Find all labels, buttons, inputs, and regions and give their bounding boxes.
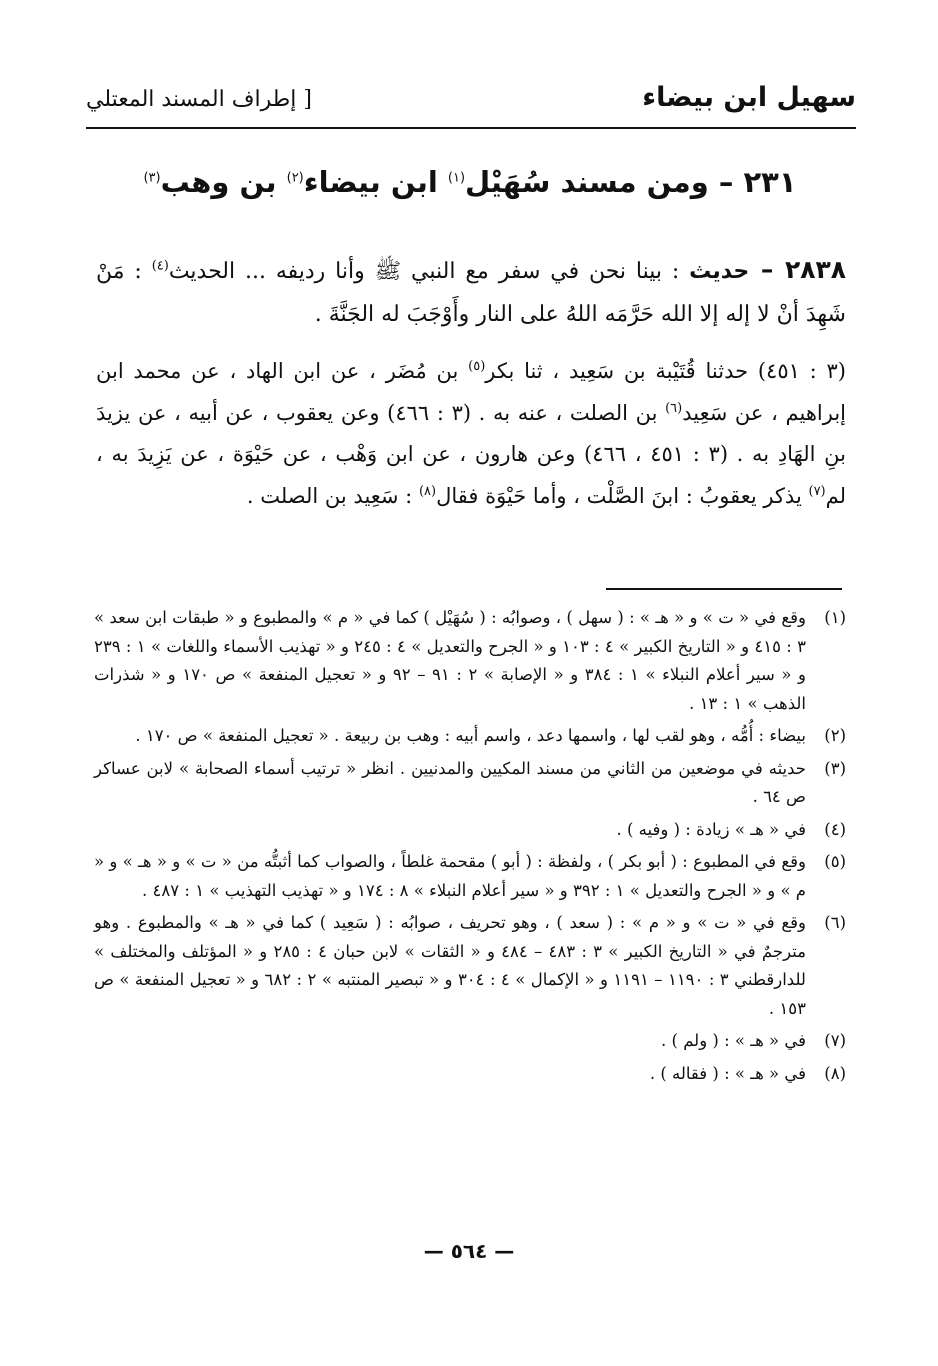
footnote-item [94, 909, 846, 1023]
page-number: — ٥٦٤ — [423, 1239, 515, 1263]
hadith-text: : بينا نحن في سفر مع النبي ﷺ وأنا رديفه ... الحديث [168, 259, 690, 284]
chapter-title [90, 160, 850, 204]
isnad-text: بن مُضَر ، عن ابن الهاد ، عن محمد ابن إبراهيم ، عن سَعِيد [96, 359, 846, 425]
book-title: [ إطراف المسند المعتلي [86, 87, 312, 112]
note-marker: (١) [447, 170, 466, 186]
footnote-text: وقع في « ت » و « م » : ( سعد ) ، وهو تحريف ، صوابُه : ( سَعِيد ) كما في « هـ » والمطبوع . وهو مترجمٌ في « التاريخ الكبير » ٣ : ٤٨٣ – ٤٨٤ و « الثقات » لابن حبان ٤ : ٢٨٥ و « المؤتلف والمختلف » للدارقطني ٣ : ١١٩٠ – ١١٩١ و « الإكمال » ٤ : ٣٠٤ و « تبصير المنتبه » ٢ : ٦٨٢ و « تعجيل المنفعة » ص ١٥٣ . [94, 913, 806, 1018]
chapter-title-part: ابن بيضاء [303, 165, 448, 199]
isnad-text: بن الصلت ، عنه به . (٣ : ٤٦٦) وعن يعقوب ، عن أبيه ، عن يزيدَ بنِ الهَادِ به . (٣ : ٤٥١ ، ٤٦٦) وعن هارون ، عن ابن وَهْب ، عن حَيْوَة ، عن يَزِيدَ به ، لم [96, 400, 846, 508]
isnad-paragraph [96, 351, 846, 517]
footnote-number: (٧) [824, 1031, 846, 1050]
footnote-divider [606, 588, 842, 590]
footnote-item [94, 604, 846, 718]
note-marker: (٥) [468, 359, 486, 374]
footnote-item [94, 1027, 846, 1056]
isnad-text: يذكر يعقوبُ : ابنَ الصَّلْت ، وأما حَيْوَة فقال [436, 483, 809, 508]
note-marker: (٨) [418, 483, 437, 499]
footnote-text: حديثه في موضعين من الثاني من مسند المكيين والمدنيين . انظر « ترتيب أسماء الصحابة » لابن عساكر ص ٦٤ . [94, 758, 806, 806]
hadith-label: حديث [689, 259, 750, 284]
section-title: سهيل ابن بيضاء [642, 82, 856, 113]
footnote-text: وقع في المطبوع : ( أبو بكر ) ، ولفظة : ( أبو ) مقحمة غلطاً ، والصواب كما أثبتُّه من « ت » و « هـ » و « م » و « الجرح والتعديل » ١ : ٣٩٢ و « سير أعلام النبلاء » ٨ : ١٧٤ و « تهذيب التهذيب » ١ : ٤٨٧ . [94, 852, 806, 900]
footnote-item [94, 848, 846, 905]
header-divider [86, 127, 856, 129]
note-marker: (٤) [151, 258, 169, 274]
chapter-title-part: ٢٣١ – ومن مسند سُهَيْل [465, 165, 797, 199]
note-marker: (٣) [143, 170, 161, 186]
footnote-text: في « هـ » : ( ولم ) . [661, 1031, 806, 1050]
hadith-text: : مَنْ شَهِدَ أنْ لا إله إلا الله حَرَّمَه اللهُ على النار وأَوْجَبَ له الجَنَّةَ . [96, 259, 846, 327]
footnote-text: بيضاء : أُمُّه ، وهو لقب لها ، واسمها دعد ، واسم أبيه : وهب بن ربيعة . « تعجيل المنفعة » ص ١٧٠ . [135, 726, 806, 745]
footnote-number: (٨) [824, 1063, 846, 1083]
footnote-text: وقع في « ت » و « هـ » : ( سهل ) ، وصوابُه : ( سُهَيْل ) كما في « م » والمطبوع و « طبقات ابن سعد » ٣ : ٤١٥ و « التاريخ الكبير » ٤ : ١٠٣ و « الجرح والتعديل » ٤ : ٢٤٥ و « تهذيب الأسماء واللغات » ١ : ٢٣٩ و « سير أعلام النبلاء » ١ : ٣٨٤ و « الإصابة » ٢ : ٩١ – ٩٢ و « تعجيل المنفعة » ص ١٧٠ و « شذرات الذهب » ١ : ١٣ . [94, 608, 807, 713]
footnote-item [94, 1060, 846, 1089]
hadith-number: ٢٨٣٨ – [749, 255, 846, 284]
footnote-number: (٥) [824, 852, 846, 871]
footnote-item [94, 755, 846, 812]
footnote-text: في « هـ » : ( فقاله ) . [649, 1063, 806, 1083]
isnad-text: : سَعِيد بن الصلت . [246, 483, 419, 508]
note-marker: (٧) [808, 483, 826, 499]
footnote-number: (٣) [824, 758, 846, 778]
footnote-item [94, 816, 846, 845]
footnote-number: (٢) [824, 726, 846, 745]
isnad-text: (٣ : ٤٥١) حدثنا قُتَيْبة بن سَعِيد ، ثنا بكر [485, 359, 846, 383]
footnote-item [94, 722, 846, 751]
chapter-title-part: بن وهب [160, 165, 287, 199]
footnote-number: (٦) [824, 913, 846, 932]
footnote-number: (٤) [824, 819, 846, 839]
footnote-text: في « هـ » زيادة : ( وفيه ) . [616, 819, 806, 839]
note-marker: (٢) [286, 170, 304, 186]
note-marker: (٦) [665, 400, 683, 416]
footnote-number: (١) [824, 608, 846, 627]
footnotes-list [94, 604, 846, 1092]
hadith-paragraph [96, 248, 846, 336]
running-header [86, 78, 856, 124]
